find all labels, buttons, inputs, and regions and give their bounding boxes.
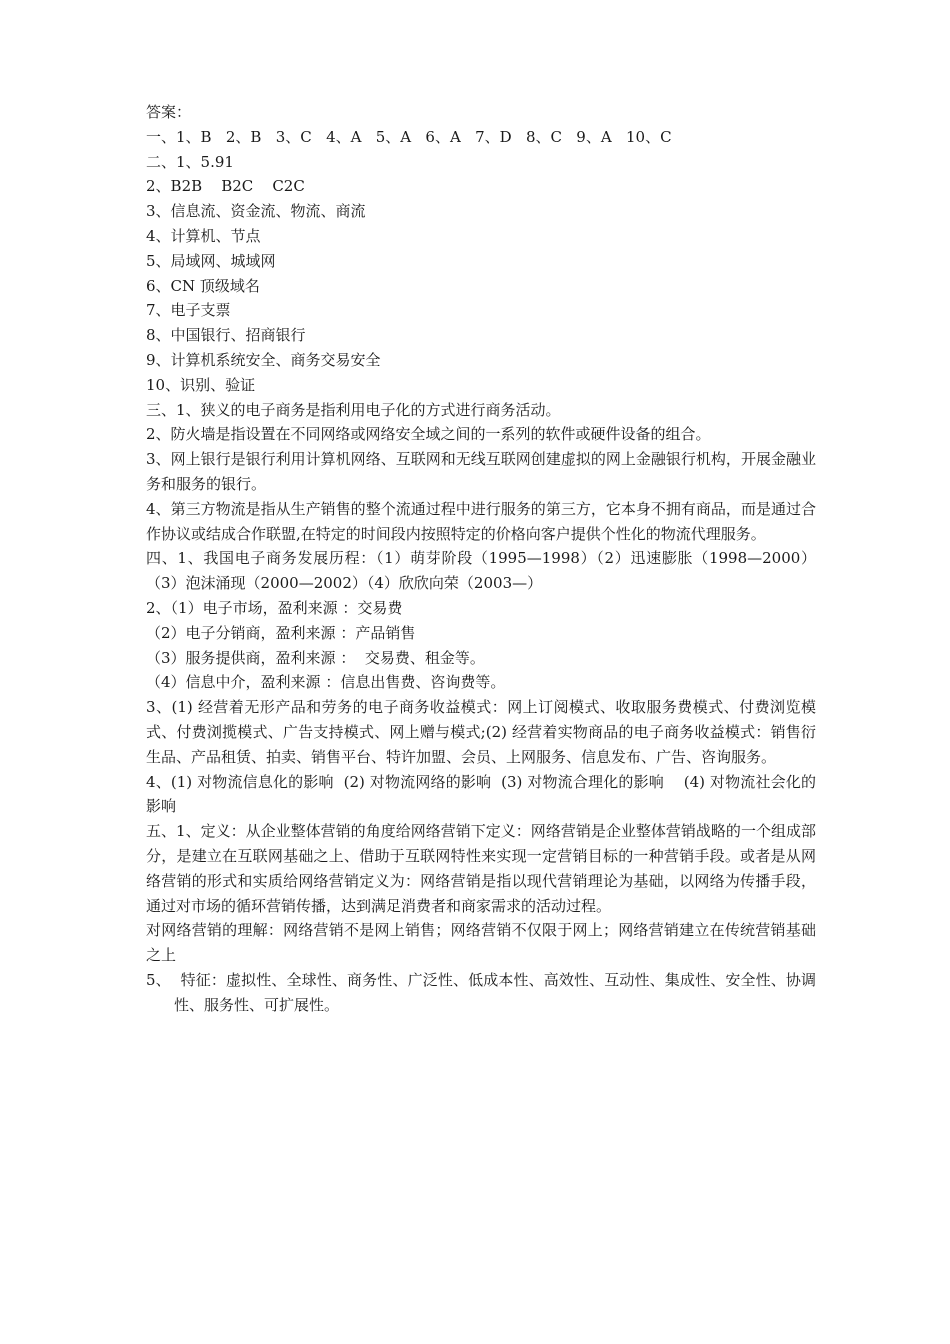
section-4-item-4: 4、(1) 对物流信息化的影响 (2) 对物流网络的影响 (3) 对物流合理化的影响 (4) 对物流社会化的影响 (146, 772, 816, 816)
section-4-item-1: 四、1、我国电子商务发展历程：（1）萌芽阶段（1995—1998）（2）迅速膨胀（1998—2000）（3）泡沫涌现（2000—2002）（4）欣欣向荣（2003—） (146, 549, 816, 593)
section-2-item: 3、信息流、资金流、物流、商流 (146, 202, 366, 221)
section-5-item-1: 五、1、定义：从企业整体营销的角度给网络营销下定义：网络营销是企业整体营销战略的一个组成部分，是建立在互联网基础之上、借助于互联网特性来实现一定营销目标的一种营销手段。或者是从网络营销的形式和实质给网络营销定义为：网络营销是指以现代营销理论为基础，以网络为传播手段，通过对市场的循环营销传播，达到满足消费者和商家需求的活动过程。 (146, 822, 816, 915)
section-3-item: 2、防火墙是指设置在不同网络或网络安全域之间的一系列的软件或硬件设备的组合。 (146, 425, 711, 444)
section-2-item: 8、中国银行、招商银行 (146, 326, 306, 345)
section-5-item-5: 5、 特征：虚拟性、全球性、商务性、广泛性、低成本性、高效性、互动性、集成性、安全性、协调性、服务性、可扩展性。 (146, 970, 816, 1014)
section-2-item: 4、计算机、节点 (146, 226, 261, 245)
section-2-item: 6、CN 顶级域名 (146, 276, 260, 295)
section-2-item: 7、电子支票 (146, 301, 231, 320)
answer-heading: 答案： (146, 103, 192, 121)
section-3-item: 3、网上银行是银行利用计算机网络、互联网和无线互联网创建虚拟的网上金融银行机构，开展金融业务和服务的银行。 (146, 450, 816, 493)
section-2-item: 二、1、5.91 (146, 152, 234, 171)
section-3-item: 4、第三方物流是指从生产销售的整个流通过程中进行服务的第三方，它本身不拥有商品，而是通过合作协议或结成合作联盟,在特定的时间段内按照特定的价格向客户提供个性化的物流代理服务。 (146, 499, 816, 543)
answer-content (146, 100, 816, 1017)
section-3-item: 三、1、狭义的电子商务是指利用电子化的方式进行商务活动。 (146, 400, 561, 419)
section-4-item-3: 3、(1) 经营着无形产品和劳务的电子商务收益模式：网上订阅模式、收取服务费模式、付费浏览模式、付费浏揽模式、广告支持模式、网上赠与模式;(2) 经营着实物商品的电子商务收益模式：销售衍生品、产品租赁、拍卖、销售平台、特许加盟、会员、上网服务、信息发布、广告、咨询服务。 (146, 698, 816, 766)
section-4-item-2-line: （4）信息中介，盈利来源 ：信息出售费、咨询费等。 (146, 673, 506, 692)
section-4-item-2-line: 2、（1）电子市场，盈利来源 ：交易费 (146, 598, 403, 617)
section-2-item: 2、B2B B2C C2C (146, 177, 305, 196)
section-2-item: 10、识别、验证 (146, 375, 256, 394)
section-5-understanding: 对网络营销的理解：网络营销不是网上销售；网络营销不仅限于网上；网络营销建立在传统营销基础之上 (146, 921, 816, 965)
section-4-item-2-line: （2）电子分销商，盈利来源 ：产品销售 (146, 623, 416, 642)
section-2-item: 9、计算机系统安全、商务交易安全 (146, 350, 381, 369)
section-1-multiple-choice: 一、1、B 2、B 3、C 4、A 5、A 6、A 7、D 8、C 9、A 10、C (146, 127, 672, 146)
section-2-item: 5、局域网、城域网 (146, 251, 276, 270)
section-4-item-2-line: （3）服务提供商，盈利来源 ： 交易费、租金等。 (146, 648, 485, 667)
